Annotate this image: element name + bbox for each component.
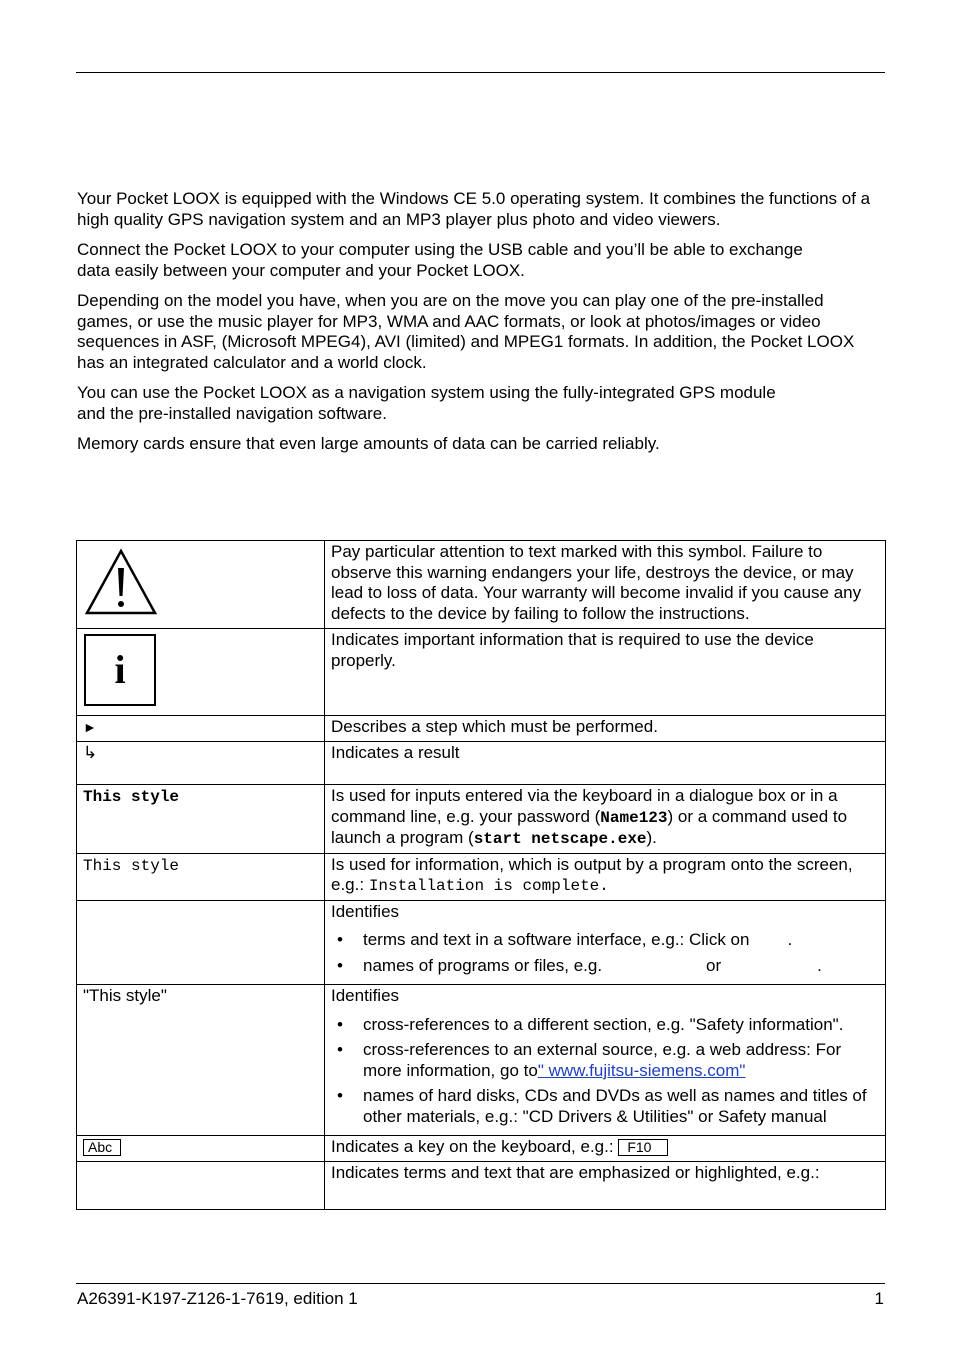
output-example: Installation is complete. [368,877,609,895]
input-style-description [325,785,886,854]
ui-terms-style-cell [77,900,325,985]
list-item: • terms and text in a software interface, e.g.: Click on . [337,930,793,949]
key-style-description [325,1136,886,1162]
quoted-style-description [325,985,886,1136]
ui-terms-bullet-1: terms and text in a software interface, e.g.: Click on [363,930,750,949]
input-desc-middle: ) or a command used to launch a program ( [331,806,848,847]
info-description: Indicates important information that is required to use the device properly. [325,629,886,716]
table-row [77,716,886,742]
intro-paragraph-3: Depending on the model you have, when you are on the move you can play one of the pre-installed games, or use the music player for MP3, WMA and AAC formats, or look at photos/images or video sequences in ASF, (Microsoft MPEG4), AVI (limited) and MPEG1 formats. In addition, the Pocket LOOX has an integrated calculator and a world clock. [77,291,855,372]
ui-terms-bullet-2: names of programs or files, e.g. [363,955,603,975]
keycap-abc: Abc [83,1139,121,1156]
key-desc: Indicates a key on the keyboard, e.g.: [331,1137,614,1156]
table-row [77,629,886,716]
table-row [77,541,886,629]
list-item: • cross-references to a different section, e.g. "Safety information". [337,1014,844,1034]
header-rule [76,72,885,73]
ui-terms-description [325,900,886,985]
ui-terms-bullet-1-end: . [787,930,793,949]
result-arrow-icon: ↳ [83,743,98,763]
example-password: Name123 [600,808,668,827]
emphasis-style-cell [77,1162,325,1210]
warning-triangle-icon [84,548,158,616]
ui-terms-bullet-2-end: . [817,955,822,975]
table-row [77,785,886,854]
document-id: A26391-K197-Z126-1-7619, edition 1 [77,1289,358,1308]
input-style-cell [77,785,325,854]
example-command: start netscape.exe [473,830,647,848]
quoted-list [331,1015,879,1128]
intro-paragraph-5: Memory cards ensure that even large amounts of data can be carried reliably. [77,434,660,453]
footer-rule [76,1283,885,1284]
intro-paragraph-4: You can use the Pocket LOOX as a navigation system using the fully-integrated GPS module and the pre-installed navigation software. [77,383,776,423]
info-symbol-cell [77,629,325,716]
list-item: • names of programs or files, e.g. or . [337,955,822,975]
quoted-style-cell [77,985,325,1136]
quoted-heading: Identifies [331,986,400,1005]
fujitsu-siemens-link[interactable]: " www.fujitsu-siemens.com" [537,1060,746,1080]
ui-terms-list [331,930,879,976]
ui-terms-bullet-2-or: or [706,955,722,975]
ui-terms-heading: Identifies [331,901,400,921]
output-style-label: This style [83,856,180,875]
output-desc-prefix: Is used for information, which is output by a program onto the screen, e.g.: [331,854,853,894]
warning-description: Pay particular attention to text marked with this symbol. Failure to observe this warning endangers your life, destroys the device, or may lead to loss of data. Your warranty will become invalid if you cause any defects to the device by failing to follow the instructions. [325,541,886,629]
input-style-label: This style [83,788,180,806]
warning-symbol-cell [77,541,325,629]
page-number: 1 [874,1289,884,1308]
conventions-table [76,540,886,1210]
emphasis-description: Indicates terms and text that are emphasized or highlighted, e.g.: [325,1162,886,1210]
input-desc-prefix: Is used for inputs entered via the keyboard in a dialogue box or in a command line, e.g. your password ( [331,786,838,826]
result-description: Indicates a result [325,742,886,785]
input-desc-suffix: ). [646,828,657,847]
quoted-style-label: "This style" [83,986,167,1005]
table-row [77,853,886,900]
table-row [77,1162,886,1210]
quoted-bullet-1: cross-references to a different section, e.g. "Safety information". [363,1014,844,1034]
intro-paragraph-2: Connect the Pocket LOOX to your computer using the USB cable and you’ll be able to exchange data easily between your computer and your Pocket LOOX. [77,240,803,280]
result-symbol-cell [77,742,325,785]
step-description: Describes a step which must be performed. [325,716,886,742]
keycap-f10: F10 [618,1139,668,1156]
output-style-description [325,853,886,900]
quoted-bullet-2: cross-references to an external source, e.g. a web address: For more information, go to [363,1040,842,1080]
quoted-bullet-3: names of hard disks, CDs and DVDs as well as names and titles of other materials, e.g.: "CD Drivers & Utilities" or Safety manual [363,1086,867,1126]
table-row [77,1136,886,1162]
step-arrow-icon: ► [83,719,97,735]
table-row [77,985,886,1136]
info-icon [84,634,156,706]
info-icon-letter: i [114,647,126,692]
table-row [77,742,886,785]
intro-paragraph-1: Your Pocket LOOX is equipped with the Windows CE 5.0 operating system. It combines the functions of a high quality GPS navigation system and an MP3 player plus photo and video viewers. [77,189,871,229]
step-symbol-cell [77,716,325,742]
key-style-cell [77,1136,325,1162]
table-row [77,900,886,985]
output-style-cell [77,853,325,900]
list-item: • names of hard disks, CDs and DVDs as well as names and titles of other materials, e.g.: "CD Drivers & Utilities" or Safety manual [337,1086,867,1126]
list-item: • cross-references to an external source, e.g. a web address: For more information, go to" www.fujitsu-siemens.com" [337,1040,842,1080]
